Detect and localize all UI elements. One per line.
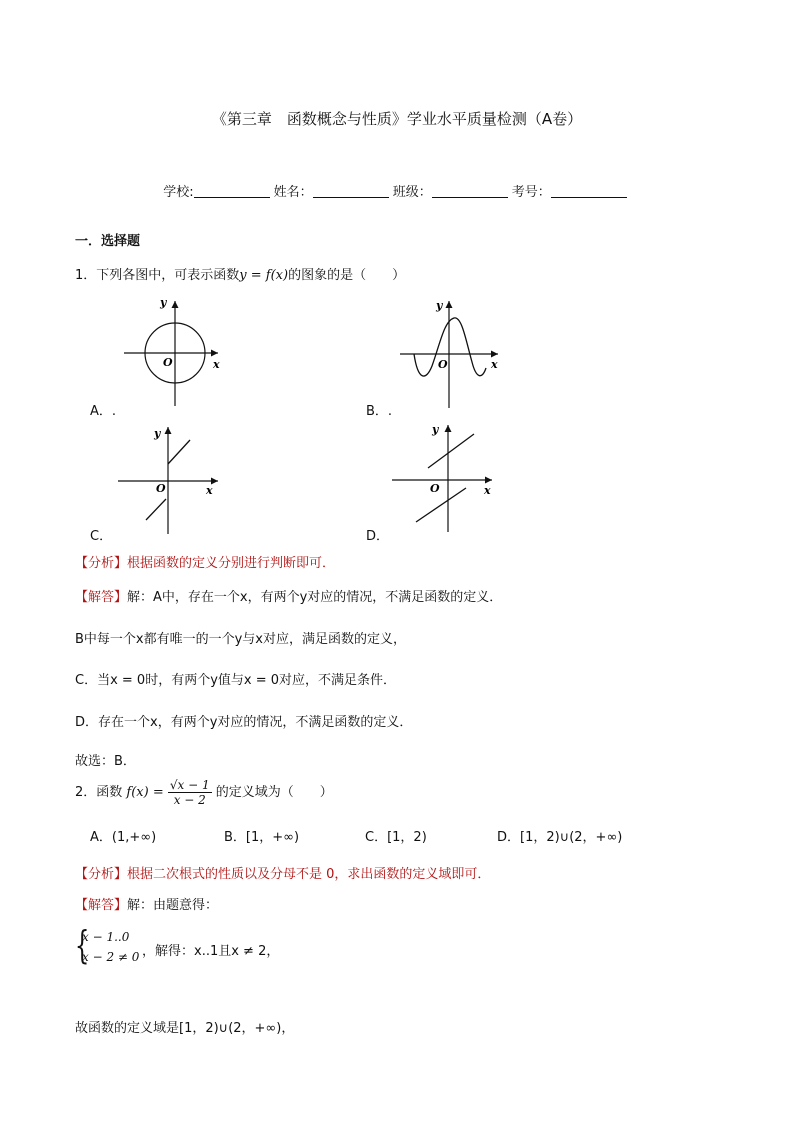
q1-option-b[interactable]: B．.	[366, 404, 393, 419]
q1-option-a[interactable]: A．.	[90, 404, 117, 419]
q1-option-c[interactable]: C．	[90, 529, 113, 544]
q1-solution-line3: C．当x = 0时，有两个y值与x = 0对应，不满足条件．	[75, 673, 397, 688]
q1-solution-tag: 【解答】	[75, 590, 128, 605]
graph-a-circle	[118, 296, 228, 408]
name-label: 姓名：	[273, 185, 313, 200]
q2-option-d[interactable]: D．[1，2)∪(2，+∞)	[497, 830, 623, 845]
school-label: 学校:	[163, 185, 194, 200]
q1-analysis-text: 根据函数的定义分别进行判断即可．	[127, 556, 336, 571]
q2-function-lhs: f(x) =	[126, 785, 164, 800]
graph-a-x-label: x	[213, 358, 220, 371]
q2-option-b[interactable]: B．[1，+∞)	[224, 830, 300, 845]
q2-fraction-denominator: x − 2	[173, 793, 206, 807]
q1-stem: 1．下列各图中，可表示函数y = f(x)的图象的是（ ）	[75, 268, 406, 283]
q1-solution-line4: D．存在一个x，有两个y对应的情况，不满足函数的定义．	[75, 715, 413, 730]
system-row-2: x − 2 ≠ 0	[82, 950, 140, 964]
graph-b-wave	[396, 296, 506, 408]
system-result: ，解得：x..1且x ≠ 2，	[142, 944, 280, 959]
graph-d-y-label: y	[432, 423, 439, 436]
q1-answer: 故选：B．	[75, 754, 136, 769]
graph-d-x-label: x	[484, 484, 491, 497]
student-info-row	[0, 181, 794, 200]
system-row-1: x − 1..0	[82, 930, 130, 944]
q2-conclusion: 故函数的定义域是[1，2)∪(2，+∞)，	[75, 1021, 295, 1036]
graph-d-lines	[390, 422, 502, 534]
graph-c-origin-label: O	[156, 482, 166, 495]
q1-solution-line1: 【解答】解：A中，存在一个x，有两个y对应的情况，不满足函数的定义．	[75, 590, 503, 605]
q2-option-c[interactable]: C．[1，2)	[365, 830, 427, 845]
class-blank[interactable]	[432, 184, 508, 198]
q2-analysis	[75, 863, 490, 882]
q2-analysis-tag: 【分析】	[75, 867, 128, 882]
graph-b-origin-label: O	[438, 358, 448, 371]
class-label: 班级：	[392, 185, 432, 200]
q2-fraction-numerator: √x − 1	[169, 778, 210, 792]
graph-d-origin-label: O	[430, 482, 440, 495]
graph-c-x-label: x	[206, 484, 213, 497]
q1-solution-line2: B中每一个x都有唯一的一个y与x对应，满足函数的定义，	[75, 632, 406, 647]
school-blank[interactable]	[194, 184, 270, 198]
q1-analysis-tag: 【分析】	[75, 556, 128, 571]
q1-analysis	[75, 552, 335, 571]
q2-option-a[interactable]: A．(1,+∞)	[90, 830, 157, 845]
q2-fraction	[168, 778, 212, 807]
q2-solution-tag: 【解答】	[75, 898, 128, 913]
graph-a-origin-label: O	[163, 356, 173, 369]
graph-c-lines	[116, 424, 228, 536]
q2-analysis-text: 根据二次根式的性质以及分母不是 0，求出函数的定义域即可．	[127, 867, 491, 882]
q2-solution-intro: 【解答】解：由题意得：	[75, 898, 219, 913]
graph-b-y-label: y	[436, 299, 443, 312]
graph-b-x-label: x	[491, 358, 498, 371]
page-title: 《第三章 函数概念与性质》学业水平质量检测（A卷）	[211, 110, 583, 128]
exam-number-label: 考号：	[511, 185, 551, 200]
name-blank[interactable]	[313, 184, 389, 198]
q2-stem: 2．函数 f(x) = $\frac{√x - 1}{x - 2}$ 的定义域为（ ）	[75, 778, 333, 807]
graph-a-y-label: y	[160, 296, 167, 309]
graph-c-y-label: y	[154, 427, 161, 440]
exam-number-blank[interactable]	[551, 184, 627, 198]
system-brace: {	[74, 923, 90, 967]
section-title: 一．选择题	[75, 234, 141, 249]
q1-option-d[interactable]: D．	[366, 529, 390, 544]
